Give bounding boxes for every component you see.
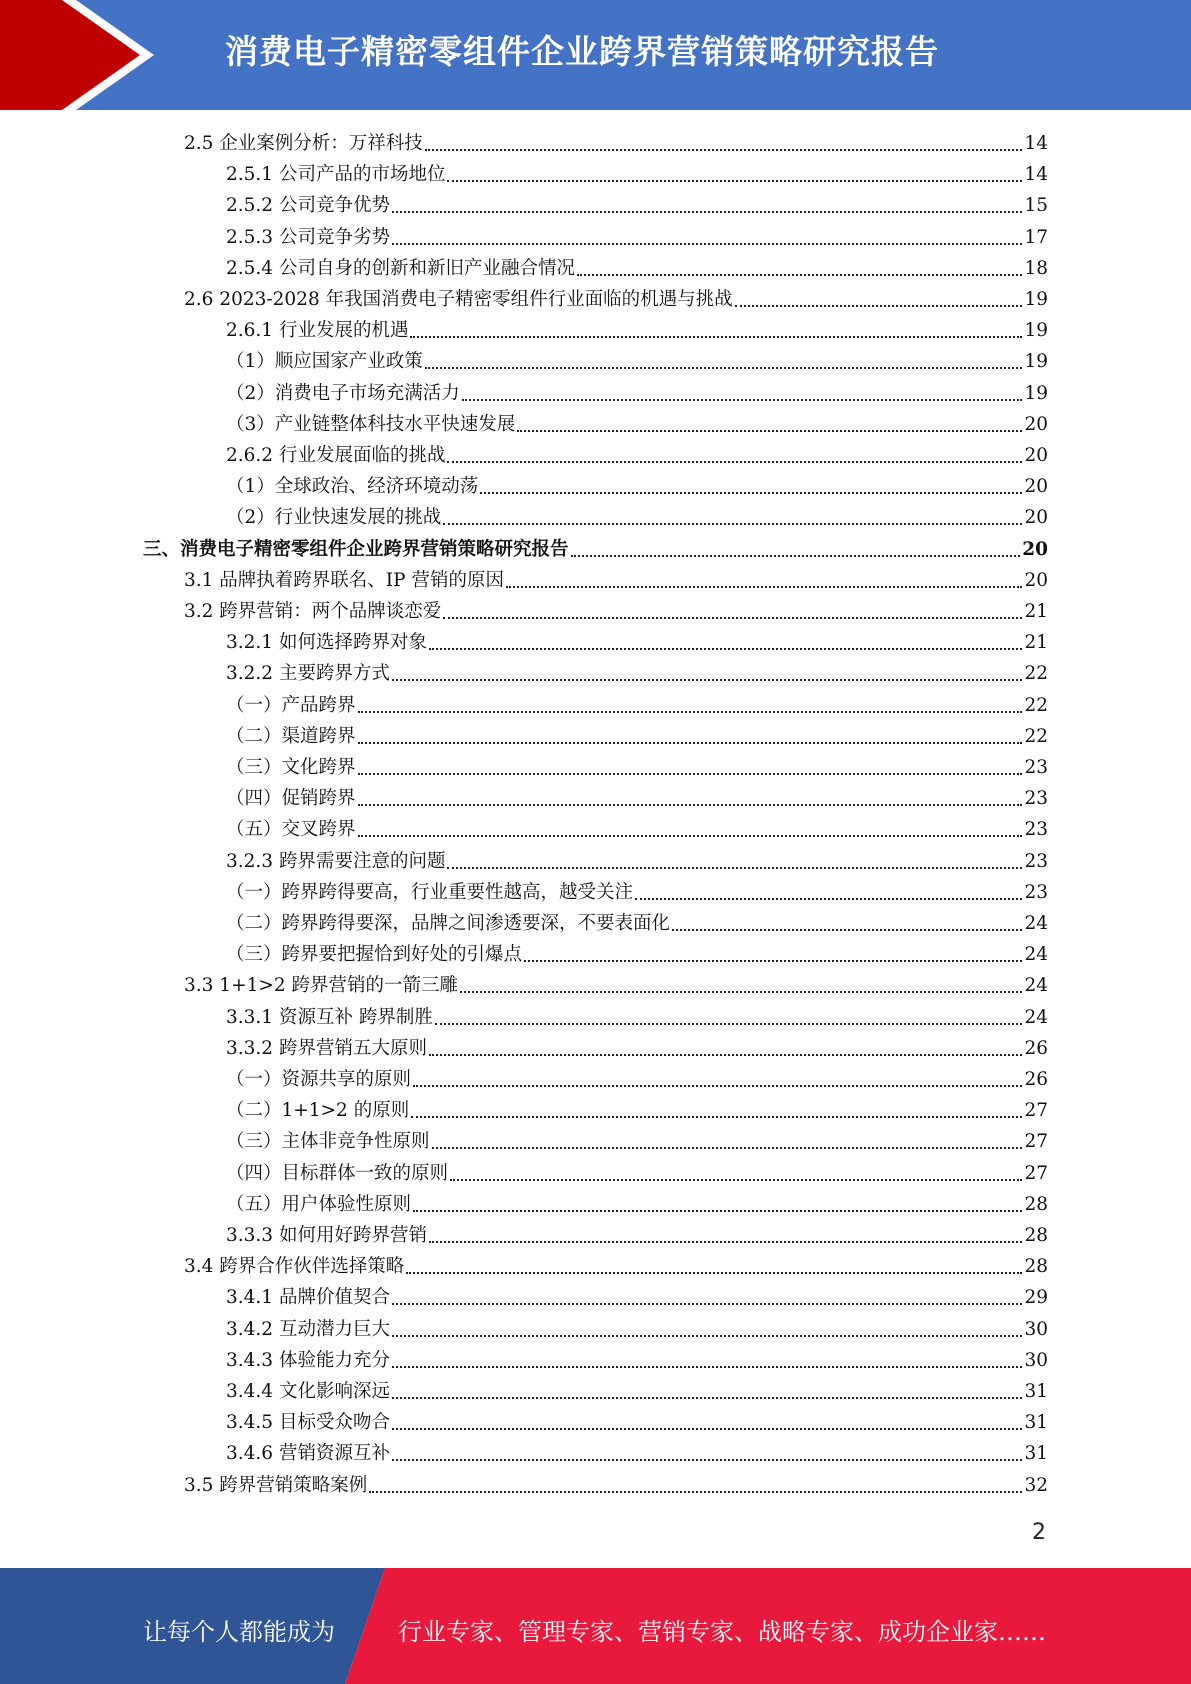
toc-entry-page: 26 [1024,1037,1048,1059]
toc-entry[interactable] [226,1093,1048,1124]
toc-dot-leader [460,991,1022,993]
toc-dot-leader [358,835,1023,837]
toc-entry[interactable] [226,1436,1048,1467]
toc-dot-leader [672,929,1022,931]
toc-entry-page: 28 [1024,1225,1048,1246]
toc-entry-label: （四）目标群体一致的原则 [226,1162,449,1184]
toc-entry-page: 29 [1024,1287,1048,1309]
toc-entry[interactable] [226,688,1048,719]
toc-entry[interactable] [226,157,1048,188]
toc-entry[interactable] [226,656,1048,687]
toc-entry-page: 28 [1024,1256,1048,1278]
toc-entry-label: 3.4 跨界合作伙伴选择策略 [184,1256,405,1278]
toc-entry-label: （1）顺应国家产业政策 [226,351,423,373]
toc-entry[interactable] [226,875,1048,906]
toc-entry-label: 3.3.2 跨界营销五大原则 [226,1037,427,1059]
toc-entry-page: 23 [1024,788,1048,810]
toc-entry-page: 14 [1024,133,1048,154]
toc-dot-leader [358,773,1023,775]
toc-entry[interactable] [184,1249,1048,1280]
toc-entry-page: 19 [1024,351,1048,373]
toc-dot-leader [480,492,1022,494]
toc-entry-label: （四）促销跨界 [226,788,356,810]
toc-entry-label: 3.4.1 品牌价值契合 [226,1287,390,1309]
toc-entry[interactable] [226,1312,1048,1343]
toc-entry-label: （三）文化跨界 [226,757,356,778]
toc-entry-page: 20 [1024,569,1048,591]
toc-entry-label: 3.5 跨界营销策略案例 [184,1474,368,1496]
report-title: 消费电子精密零组件企业跨界营销策略研究报告 [225,32,939,71]
toc-entry-page: 26 [1024,1069,1048,1090]
toc-entry-label: 2.5 企业案例分析：万祥科技 [184,133,423,154]
toc-entry[interactable] [226,1000,1048,1031]
toc-entry-page: 24 [1024,944,1048,966]
toc-entry-label: （二）渠道跨界 [226,725,356,747]
toc-entry[interactable] [226,906,1048,937]
toc-dot-leader [735,305,1023,307]
toc-entry[interactable] [226,220,1048,251]
toc-dot-leader [635,898,1022,900]
toc-entry-label: 3.4.3 体验能力充分 [226,1349,390,1371]
toc-entry-page: 18 [1024,257,1048,279]
page-number: 2 [1032,1520,1046,1545]
toc-entry-label: （一）产品跨界 [226,694,356,716]
toc-entry-page: 27 [1024,1100,1048,1122]
toc-dot-leader [447,180,1022,182]
toc-dot-leader [443,523,1022,525]
toc-entry-label: （1）全球政治、经济环境动荡 [226,476,479,498]
toc-entry[interactable] [226,344,1048,375]
toc-entry-page: 30 [1024,1349,1048,1371]
toc-entry[interactable] [226,1374,1048,1405]
toc-entry-page: 20 [1024,445,1048,466]
toc-entry-page: 17 [1024,226,1048,248]
toc-dot-leader [369,1491,1022,1493]
toc-dot-leader [425,367,1023,369]
toc-entry-page: 31 [1024,1443,1048,1465]
toc-entry[interactable] [226,1062,1048,1093]
toc-entry-label: （二）跨界跨得要深，品牌之间渗透要深，不要表面化 [226,913,671,934]
toc-dot-leader [413,1085,1022,1087]
toc-dot-leader [358,804,1023,806]
toc-entry-label: 3.2.1 如何选择跨界对象 [226,632,427,654]
toc-entry-label: 3.3.3 如何用好跨界营销 [226,1225,427,1246]
toc-dot-leader [392,1459,1022,1461]
toc-entry-label: 2.5.4 公司自身的创新和新旧产业融合情况 [226,257,575,279]
toc-entry-label: 3.4.5 目标受众吻合 [226,1412,390,1434]
toc-entry[interactable] [184,1468,1048,1499]
toc-entry-page: 15 [1024,195,1048,217]
toc-entry-label: （2）行业快速发展的挑战 [226,507,442,529]
toc-entry[interactable] [226,407,1048,438]
toc-entry-label: （五）用户体验性原则 [226,1193,412,1215]
toc-entry-page: 23 [1024,850,1048,872]
toc-entry[interactable] [226,750,1048,781]
toc-entry-label: （五）交叉跨界 [226,819,356,841]
toc-entry-label: 3.3.1 资源互补 跨界制胜 [226,1006,433,1028]
toc-entry-label: 2.5.2 公司竞争优势 [226,195,390,217]
toc-entry[interactable] [226,781,1048,812]
toc-dot-leader [392,243,1022,245]
toc-entry-label: （3）产业链整体科技水平快速发展 [226,413,516,435]
footer-slogan-right: 行业专家、管理专家、营销专家、战略专家、成功企业家…… [398,1618,1046,1646]
toc-entry-page: 19 [1024,382,1048,404]
toc-dot-leader [406,1272,1022,1274]
toc-dot-leader [425,149,1023,151]
toc-entry-page: 23 [1024,757,1048,778]
toc-entry[interactable] [226,1218,1048,1249]
toc-entry[interactable] [226,313,1048,344]
toc-dot-leader [392,679,1022,681]
toc-entry-page: 22 [1024,725,1048,747]
toc-entry-label: 3.4.6 营销资源互补 [226,1443,390,1465]
toc-entry-page: 20 [1024,476,1048,498]
toc-entry-page: 27 [1024,1131,1048,1153]
toc-entry-page: 28 [1024,1193,1048,1215]
toc-entry[interactable] [226,376,1048,407]
page-header [0,0,1191,110]
toc-entry-label: 3.4.4 文化影响深远 [226,1381,390,1402]
toc-entry[interactable] [226,1156,1048,1187]
toc-entry-page: 22 [1024,663,1048,685]
toc-entry-page: 21 [1024,632,1048,654]
toc-dot-leader [358,711,1023,713]
toc-entry-page: 23 [1024,881,1048,903]
toc-dot-leader [447,461,1022,463]
toc-entry[interactable] [184,563,1048,594]
toc-dot-leader [432,1147,1023,1149]
toc-entry[interactable] [226,1405,1048,1436]
toc-entry-page: 19 [1024,320,1048,342]
toc-dot-leader [392,1303,1022,1305]
toc-entry-page: 22 [1024,694,1048,716]
toc-dot-leader [358,742,1023,744]
toc-dot-leader [450,1179,1022,1181]
toc-entry-page: 20 [1024,413,1048,435]
toc-entry-label: 2.6.1 行业发展的机遇 [226,320,409,342]
toc-entry-page: 21 [1024,601,1048,622]
toc-entry[interactable] [184,968,1048,999]
toc-entry[interactable] [226,719,1048,750]
toc-entry[interactable] [226,1031,1048,1062]
toc-entry-page: 20 [1024,507,1048,529]
toc-entry[interactable] [226,844,1048,875]
toc-entry-label: 2.6 2023-2028 年我国消费电子精密零组件行业面临的机遇与挑战 [184,289,733,310]
toc-entry-page: 32 [1024,1474,1048,1496]
toc-entry-label: 3.3 1+1>2 跨界营销的一箭三雕 [184,975,458,997]
toc-entry[interactable] [226,500,1048,531]
toc-dot-leader [517,430,1022,432]
toc-entry[interactable] [184,594,1048,625]
toc-entry[interactable] [226,469,1048,500]
toc-entry[interactable] [184,282,1048,313]
toc-entry-label: 3.4.2 互动潜力巨大 [226,1318,390,1340]
toc-entry-page: 24 [1024,975,1048,997]
toc-entry-label: 3.2.3 跨界需要注意的问题 [226,850,446,872]
toc-entry-page: 27 [1024,1162,1048,1184]
toc-entry[interactable] [226,1124,1048,1155]
toc-dot-leader [392,1335,1022,1337]
toc-entry-page: 24 [1024,1006,1048,1028]
toc-entry[interactable] [143,532,1048,563]
toc-entry[interactable] [226,1280,1048,1311]
page-footer [0,1568,1191,1684]
toc-entry[interactable] [226,812,1048,843]
toc-dot-leader [392,211,1022,213]
toc-dot-leader [443,617,1022,619]
toc-entry-label: 3.1 品牌执着跨界联名、IP 营销的原因 [184,569,504,591]
toc-dot-leader [392,1428,1022,1430]
toc-entry-label: 2.5.1 公司产品的市场地位 [226,164,446,186]
toc-entry-page: 31 [1024,1381,1048,1402]
toc-entry[interactable] [226,438,1048,469]
toc-dot-leader [410,336,1022,338]
toc-entry-page: 19 [1024,289,1048,310]
toc-dot-leader [429,648,1022,650]
toc-dot-leader [447,867,1022,869]
toc-entry-label: 三、消费电子精密零组件企业跨界营销策略研究报告 [143,538,569,560]
toc-entry[interactable] [226,937,1048,968]
toc-dot-leader [392,1366,1022,1368]
toc-entry-label: 2.6.2 行业发展面临的挑战 [226,445,446,466]
toc-dot-leader [524,960,1022,962]
toc-dot-leader [435,1023,1023,1025]
toc-dot-leader [506,586,1023,588]
footer-slogan-left: 让每个人都能成为 [143,1618,335,1646]
toc-entry-label: （三）主体非竞争性原则 [226,1131,430,1153]
toc-entry-page: 31 [1024,1412,1048,1434]
toc-dot-leader [429,1241,1022,1243]
toc-entry-label: （三）跨界要把握恰到好处的引爆点 [226,944,523,966]
toc-entry-page: 30 [1024,1318,1048,1340]
toc-entry[interactable] [226,188,1048,219]
toc-dot-leader [429,1054,1022,1056]
toc-entry-page: 24 [1024,913,1048,934]
toc-dot-leader [413,1210,1022,1212]
toc-entry-label: （二）1+1>2 的原则 [226,1100,410,1122]
toc-dot-leader [392,1397,1022,1399]
toc-dot-leader [462,399,1023,401]
header-red-arrow [0,0,140,110]
toc-entry[interactable] [226,251,1048,282]
toc-entry-label: 3.2 跨界营销：两个品牌谈恋爱 [184,601,442,622]
toc-entry[interactable] [226,625,1048,656]
toc-entry[interactable] [226,1343,1048,1374]
toc-entry-page: 14 [1024,164,1048,186]
toc-dot-leader [411,1116,1022,1118]
toc-entry-page: 20 [1022,538,1048,560]
toc-entry-page: 23 [1024,819,1048,841]
toc-dot-leader [571,555,1021,557]
toc-entry-label: 2.5.3 公司竞争劣势 [226,226,390,248]
toc-entry[interactable] [184,126,1048,157]
toc-entry-label: （一）资源共享的原则 [226,1069,412,1090]
toc-entry-label: 3.2.2 主要跨界方式 [226,663,390,685]
toc-entry-label: （一）跨界跨得要高，行业重要性越高，越受关注 [226,881,634,903]
toc-entry-label: （2）消费电子市场充满活力 [226,382,460,404]
toc-dot-leader [577,274,1022,276]
toc-entry[interactable] [226,1187,1048,1218]
